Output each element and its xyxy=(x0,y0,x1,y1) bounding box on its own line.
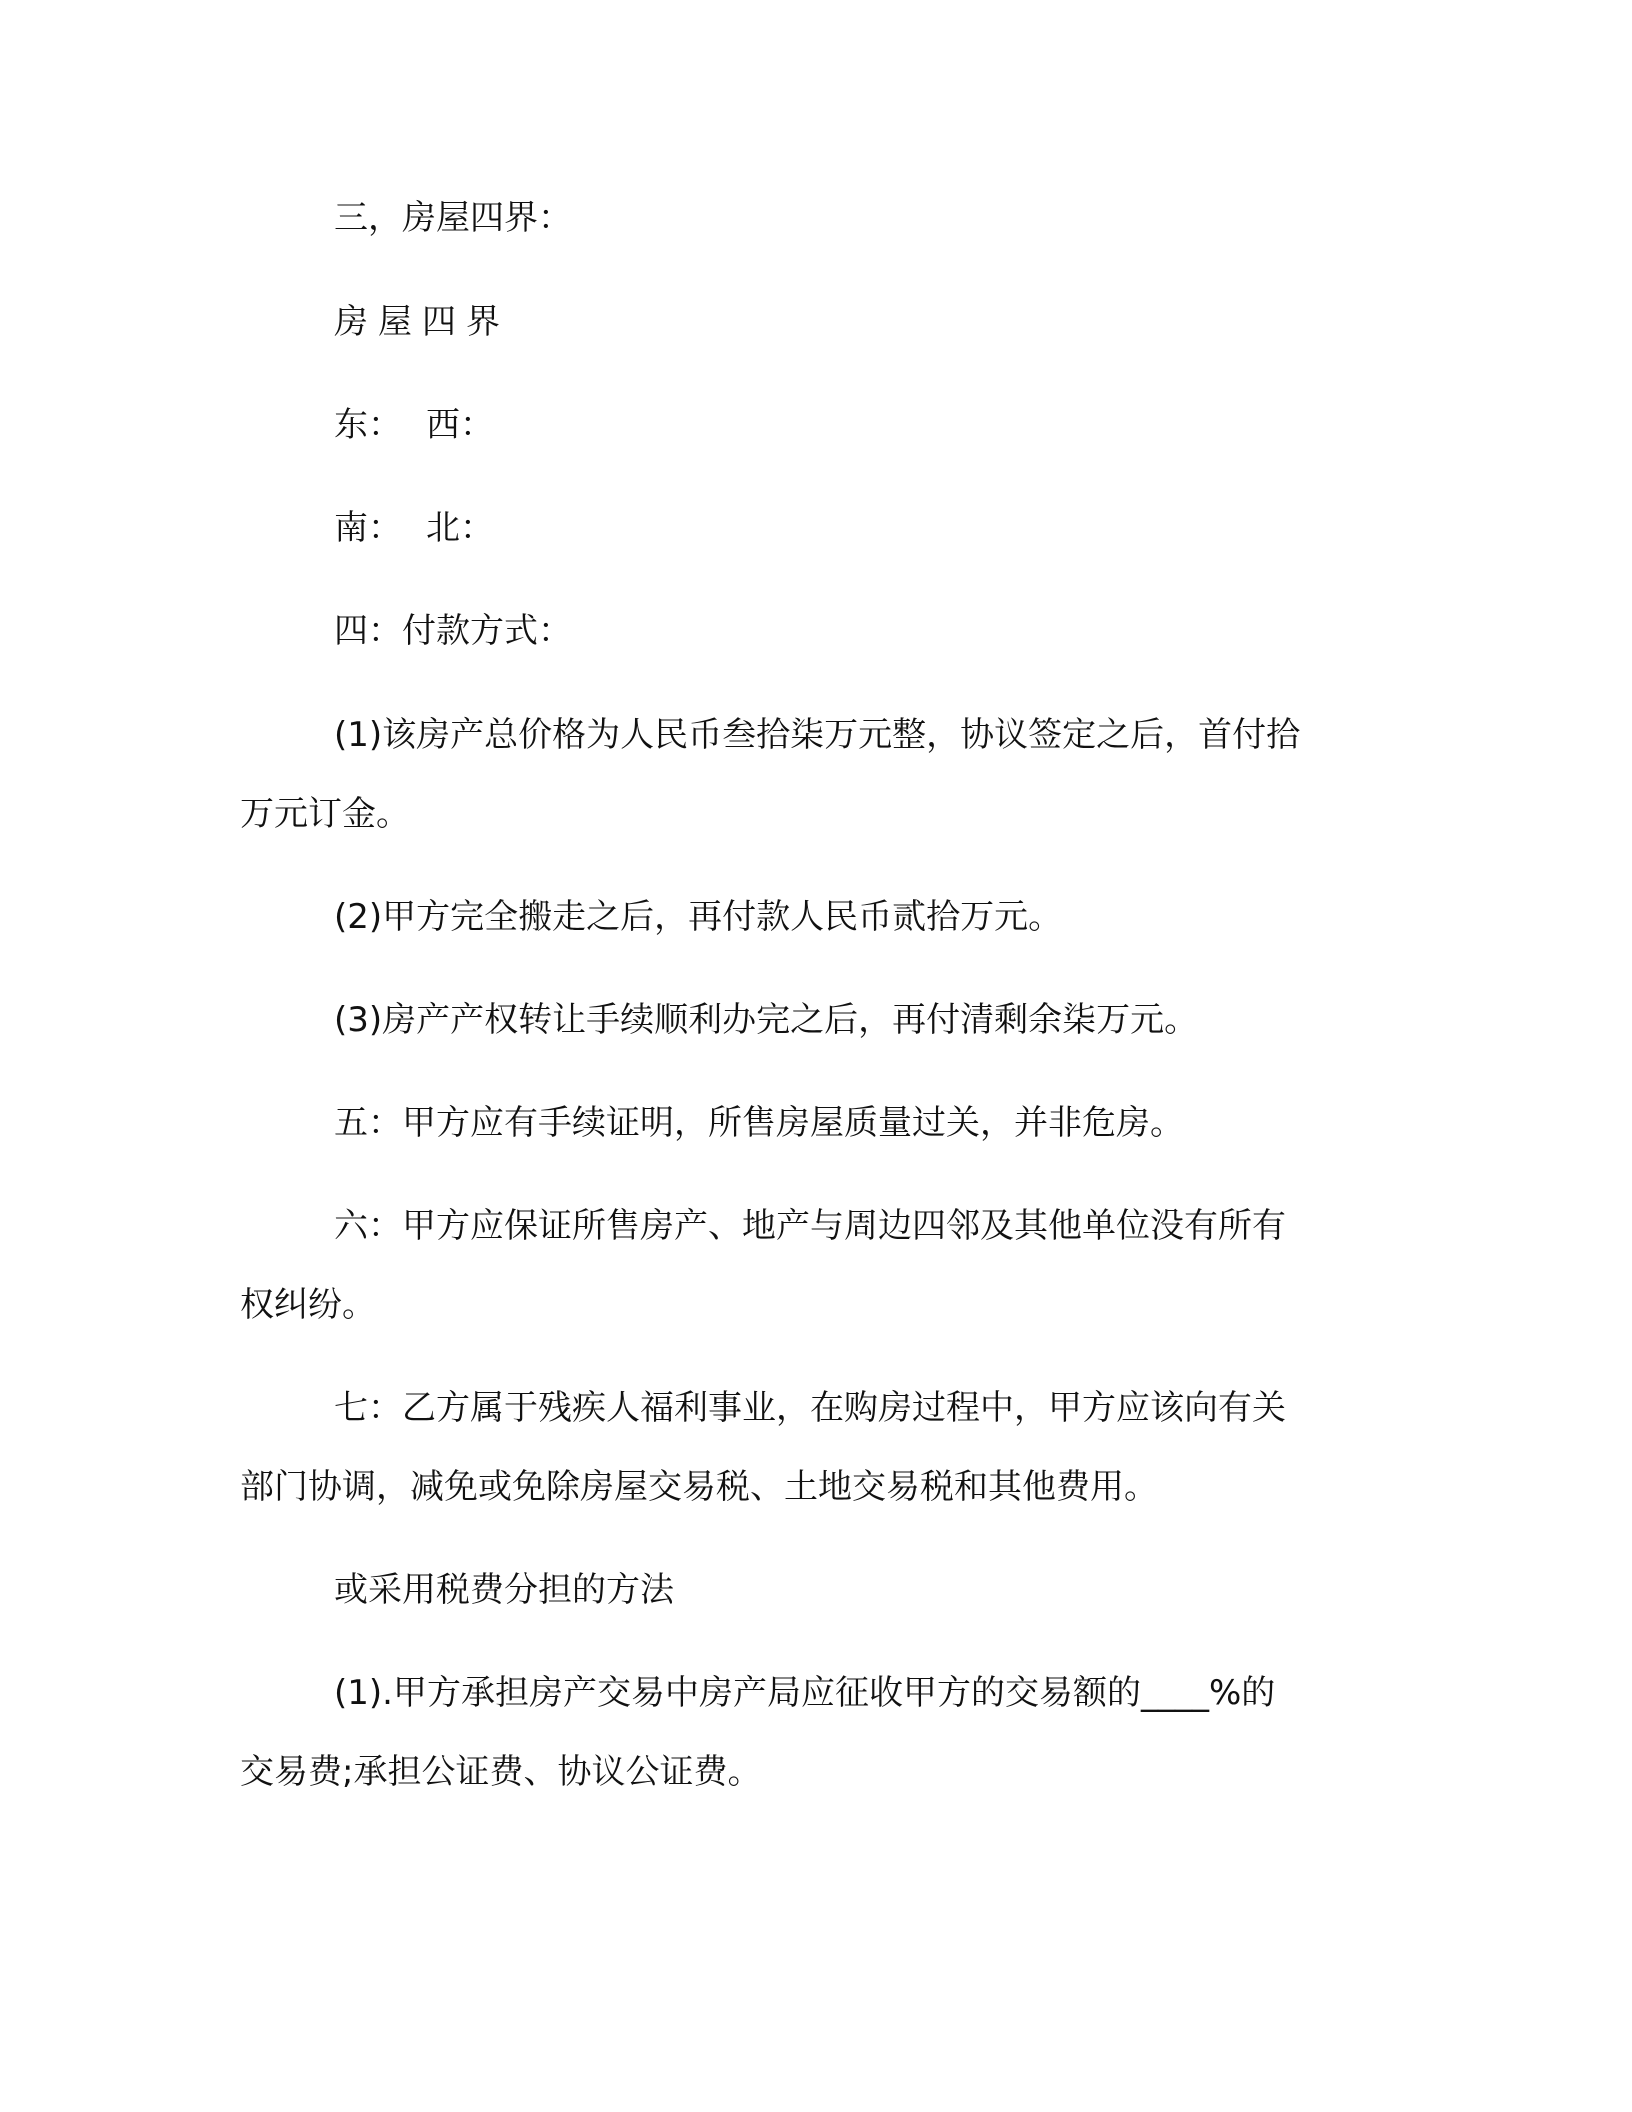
tax-method-heading: 或采用税费分担的方法 xyxy=(334,1570,674,1610)
tax-1-line-1: (1).甲方承担房产交易中房产局应征收甲方的交易额的____%的 xyxy=(334,1673,1276,1713)
section-7-line-1: 七：乙方属于残疾人福利事业，在购房过程中，甲方应该向有关 xyxy=(334,1388,1286,1428)
section-6-line-1: 六：甲方应保证所售房产、地产与周边四邻及其他单位没有所有 xyxy=(334,1206,1286,1246)
south-north-line xyxy=(334,508,494,548)
north-label: 北： xyxy=(426,508,494,548)
section-7-line-2: 部门协调，减免或免除房屋交易税、土地交易税和其他费用。 xyxy=(240,1467,1158,1507)
payment-3: (3)房产产权转让手续顺利办完之后，再付清剩余柒万元。 xyxy=(334,1000,1199,1040)
section-4-heading: 四：付款方式： xyxy=(334,611,572,651)
payment-1-line-1: (1)该房产总价格为人民币叁拾柒万元整，协议签定之后，首付拾 xyxy=(334,715,1301,755)
east-west-line xyxy=(334,405,494,445)
boundaries-label: 房屋四界 xyxy=(334,302,510,342)
tax-1-line-2: 交易费;承担公证费、协议公证费。 xyxy=(240,1752,762,1792)
east-label: 东： xyxy=(334,405,402,445)
west-label: 西： xyxy=(426,405,494,445)
south-label: 南： xyxy=(334,508,402,548)
section-3-heading: 三，房屋四界： xyxy=(334,198,572,238)
payment-1-line-2: 万元订金。 xyxy=(240,794,410,834)
payment-2: (2)甲方完全搬走之后，再付款人民币贰拾万元。 xyxy=(334,897,1063,937)
section-5: 五：甲方应有手续证明，所售房屋质量过关，并非危房。 xyxy=(334,1103,1184,1143)
section-6-line-2: 权纠纷。 xyxy=(240,1285,376,1325)
